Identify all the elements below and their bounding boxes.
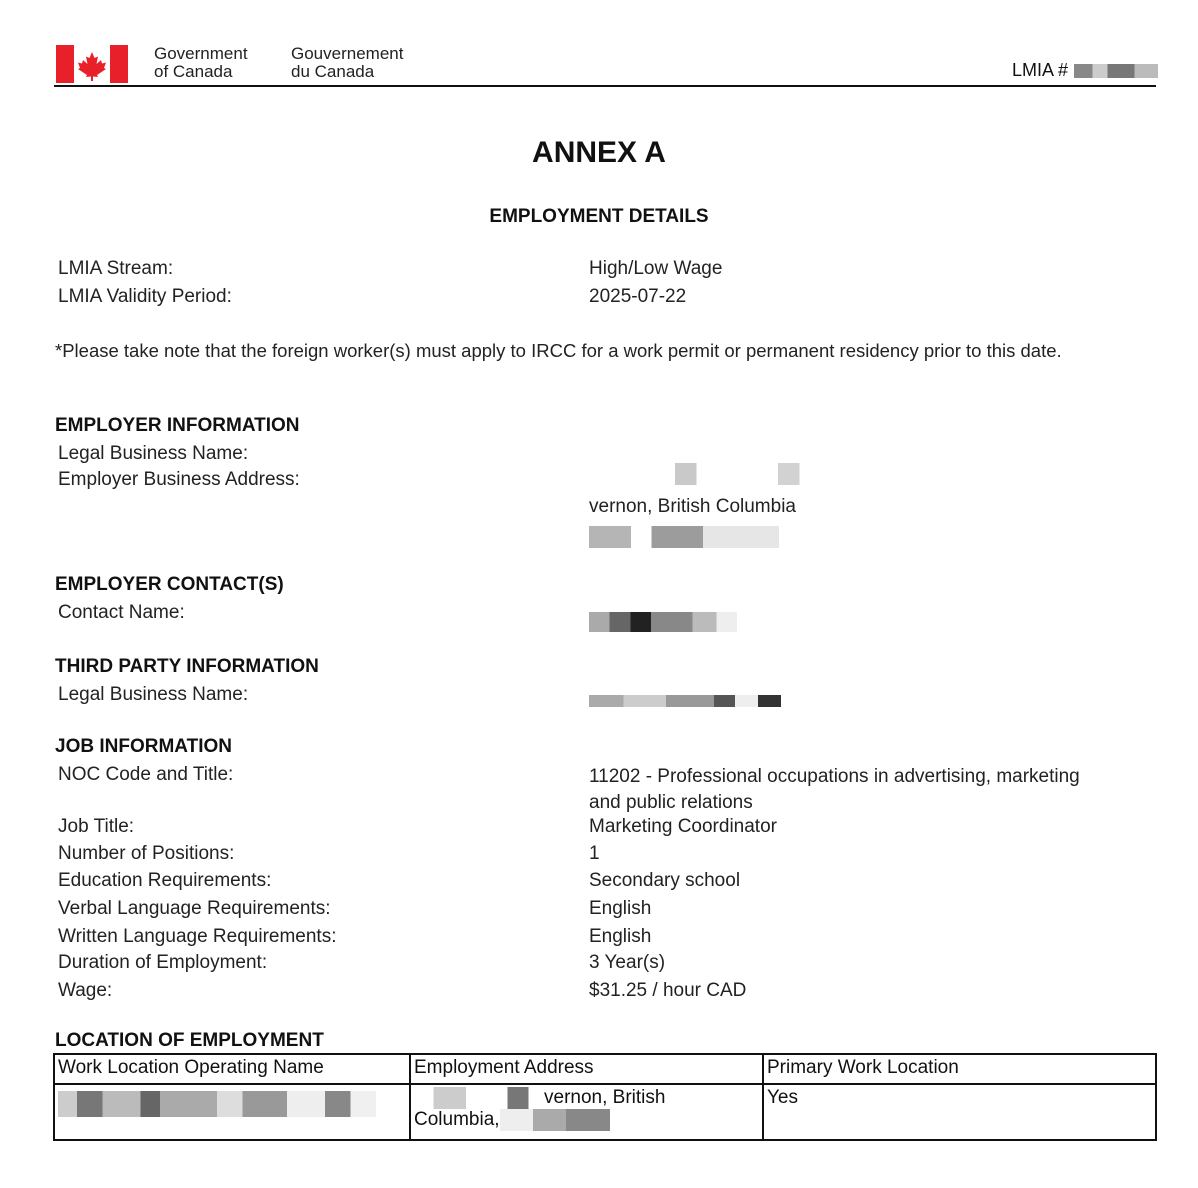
address-city-part: vernon, British	[544, 1087, 666, 1108]
job-title-label: Job Title:	[58, 816, 135, 837]
positions-value: 1	[589, 843, 600, 864]
address-province-part: Columbia,	[414, 1109, 500, 1130]
canada-flag-icon	[56, 45, 128, 83]
written-language-label: Written Language Requirements:	[58, 926, 337, 947]
third-party-heading: THIRD PARTY INFORMATION	[55, 656, 319, 677]
primary-location-cell: Yes	[763, 1084, 1156, 1140]
gov-fr-line2: du Canada	[291, 62, 375, 81]
location-table	[53, 1053, 1157, 1141]
duration-label: Duration of Employment:	[58, 952, 268, 973]
employer-name-label: Legal Business Name:	[58, 443, 249, 464]
header-rule	[54, 85, 1156, 87]
gov-fr-line1: Gouvernement	[291, 44, 404, 63]
employer-address-city: vernon, British Columbia	[589, 496, 796, 517]
employer-heading: EMPLOYER INFORMATION	[55, 415, 300, 436]
page-title: ANNEX A	[532, 136, 666, 169]
location-heading: LOCATION OF EMPLOYMENT	[55, 1030, 324, 1051]
education-value: Secondary school	[589, 870, 741, 891]
redacted-employer-postal	[589, 526, 779, 548]
column-header-employment-address: Employment Address	[410, 1054, 763, 1084]
lmia-label: LMIA #	[1011, 60, 1068, 80]
contact-heading: EMPLOYER CONTACT(S)	[55, 574, 284, 595]
third-party-name-label: Legal Business Name:	[58, 684, 249, 705]
gov-fr-wordmark	[291, 45, 403, 81]
positions-label: Number of Positions:	[58, 843, 235, 864]
gov-en-line1: Government	[154, 44, 248, 63]
contact-name-label: Contact Name:	[58, 602, 185, 623]
job-title-value: Marketing Coordinator	[589, 816, 777, 837]
employer-address-label: Employer Business Address:	[58, 469, 300, 490]
operating-name-cell	[54, 1084, 410, 1140]
section-subtitle: EMPLOYMENT DETAILS	[489, 206, 709, 227]
education-label: Education Requirements:	[58, 870, 272, 891]
job-heading: JOB INFORMATION	[55, 736, 232, 757]
lmia-number	[1012, 60, 1158, 81]
validity-value: 2025-07-22	[589, 286, 687, 307]
stream-label: LMIA Stream:	[58, 258, 174, 279]
written-language-value: English	[589, 926, 652, 947]
redacted-lmia-number	[1074, 64, 1158, 78]
redacted-operating-name	[58, 1091, 376, 1117]
redacted-street-address	[414, 1087, 544, 1109]
validity-note: *Please take note that the foreign worker(s) must apply to IRCC for a work permit or permanent residency prior to this date.	[55, 340, 1062, 361]
employment-address-cell	[410, 1084, 763, 1140]
redacted-postal-code	[500, 1109, 610, 1131]
gov-en-wordmark	[154, 45, 248, 81]
duration-value: 3 Year(s)	[589, 952, 666, 973]
redacted-contact-name	[589, 612, 737, 632]
wage-label: Wage:	[58, 980, 113, 1001]
verbal-language-value: English	[589, 898, 652, 919]
noc-label: NOC Code and Title:	[58, 764, 234, 785]
validity-label: LMIA Validity Period:	[58, 286, 232, 307]
table-row	[54, 1084, 1156, 1140]
column-header-primary-location: Primary Work Location	[763, 1054, 1156, 1084]
stream-value: High/Low Wage	[589, 258, 723, 279]
redacted-third-party-name	[589, 695, 781, 707]
table-header-row	[54, 1054, 1156, 1084]
gov-en-line2: of Canada	[154, 62, 233, 81]
verbal-language-label: Verbal Language Requirements:	[58, 898, 331, 919]
noc-value: 11202 - Professional occupations in advertising, marketing and public relations	[589, 766, 1080, 813]
wage-value: $31.25 / hour CAD	[589, 980, 747, 1001]
column-header-operating-name: Work Location Operating Name	[54, 1054, 410, 1084]
redacted-employer-name	[589, 463, 804, 485]
